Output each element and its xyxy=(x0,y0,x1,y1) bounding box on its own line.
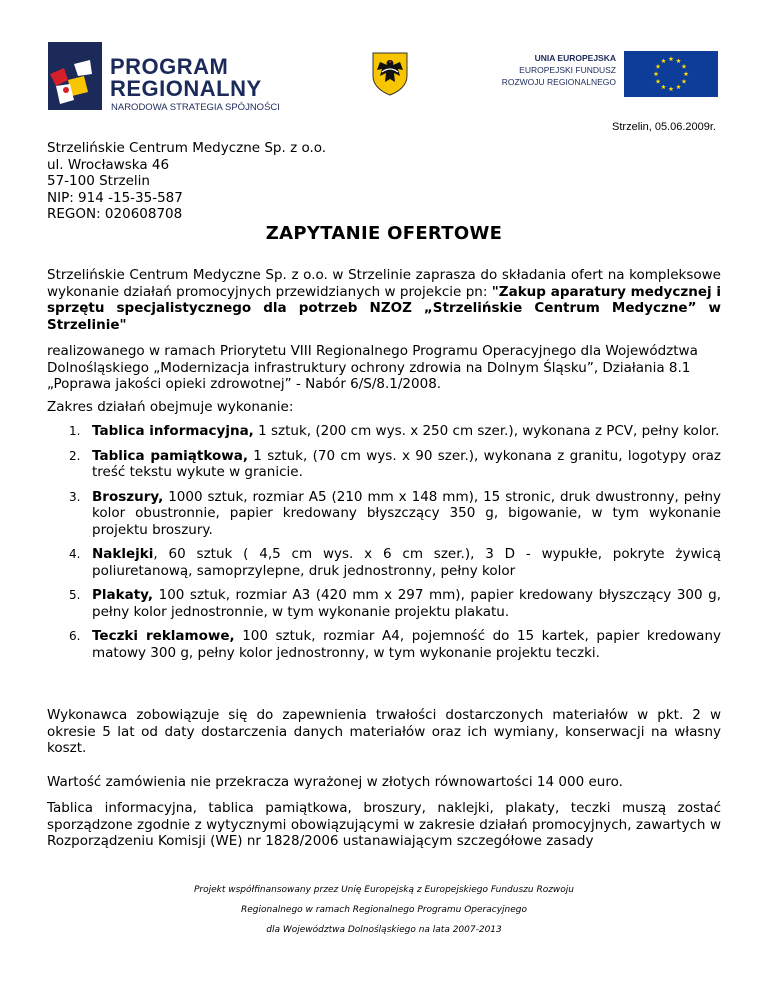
list-item-number: 4. xyxy=(69,547,81,561)
sender-name: Strzelińskie Centrum Medyczne Sp. z o.o. xyxy=(47,140,327,156)
list-item xyxy=(47,546,721,579)
eu-line-2: EUROPEJSKI FUNDUSZ xyxy=(519,65,616,75)
list-item-desc: 100 sztuk, rozmiar A4, pojemność do 15 kartek, papier kredowany matowy 300 g, pełny kolor jednostronny, w tym wykonanie projektu teczki. xyxy=(92,628,721,661)
eu-fund-label xyxy=(498,52,616,88)
list-item xyxy=(47,448,721,481)
list-item-number: 1. xyxy=(69,424,81,438)
list-item-desc: , 60 sztuk ( 4,5 cm wys. x 6 cm szer.), 3 D - wypukłe, pokryte żywicą poliuretanową, samoprzylepne, druk jednostronny, pełny kolor xyxy=(92,546,721,579)
sender-nip: NIP: 914 -15-35-587 xyxy=(47,189,183,206)
footer-line-3: dla Województwa Dolnośląskiego na lata 2007-2013 xyxy=(266,925,502,935)
eagle-crest-icon xyxy=(372,52,408,96)
place-date: Strzelin, 05.06.2009r. xyxy=(612,121,716,133)
list-item-number: 3. xyxy=(69,489,81,504)
footer xyxy=(0,880,768,940)
list-item-name: Tablica informacyjna, xyxy=(92,423,254,439)
sender-address xyxy=(47,140,326,223)
sender-regon: REGON: 020608708 xyxy=(47,206,183,222)
eu-line-1: UNIA EUROPEJSKA xyxy=(534,53,616,63)
list-item-name: Plakaty, xyxy=(92,587,154,603)
logo-line-regionalny: REGIONALNY xyxy=(110,76,262,101)
intro-paragraph xyxy=(47,267,721,333)
realization-paragraph: realizowanego w ramach Priorytetu VIII Regionalnego Programu Operacyjnego dla Województwa Dolnośląskiego „Modernizacja infrastruktury ochrony zdrowia na Dolnym Śląsku”, Działania 8.1 „Poprawa jakości opieki zdrowotnej” - Nabór 6/S/8.1/2008. xyxy=(47,343,698,392)
sender-street: ul. Wrocławska 46 xyxy=(47,156,170,173)
list-item xyxy=(47,587,721,620)
lower-silesia-crest xyxy=(372,52,408,100)
value-paragraph: Wartość zamówienia nie przekracza wyrażonej w złotych równowartości 14 000 euro. xyxy=(47,774,623,790)
durability-paragraph: Wykonawca zobowiązuje się do zapewnienia trwałości dostarczonych materiałów w pkt. 2 w okresie 5 lat od daty dostarczenia danych materiałów oraz ich wymiany, konserwacji na własny koszt. xyxy=(47,707,721,756)
footer-line-2: Regionalnego w ramach Regionalnego Programu Operacyjnego xyxy=(240,905,527,915)
scope-list xyxy=(47,423,721,669)
project-name: "Zakup aparatury medycznej i sprzętu specjalistycznego dla potrzeb NZOZ „Strzelińskie Centrum Medyczne” w Strzelinie" xyxy=(47,283,721,333)
logo-line-program: PROGRAM xyxy=(110,54,229,79)
program-regionalny-emblem-icon xyxy=(44,40,106,112)
sender-city: 57-100 Strzelin xyxy=(47,173,150,189)
list-item-desc: 1 sztuk, (70 cm wys. x 90 szer.), wykonana z granitu, logotypy oraz treść tekstu wykute w granicie. xyxy=(92,447,722,480)
scope-intro: Zakres działań obejmuje wykonanie: xyxy=(47,399,294,415)
intro-text: Strzelińskie Centrum Medyczne Sp. z o.o. w Strzelinie zaprasza do składania ofert na kompleksowe wykonanie działań promocyjnych przewidzianych w projekcie pn: xyxy=(47,267,721,300)
list-item-name: Broszury, xyxy=(92,488,164,505)
eu-flag xyxy=(624,51,718,101)
program-regionalny-logo xyxy=(44,40,314,112)
eu-line-3: ROZWOJU REGIONALNEGO xyxy=(501,77,616,87)
list-item-name: Teczki reklamowe, xyxy=(92,628,235,644)
document-title: ZAPYTANIE OFERTOWE xyxy=(265,223,503,244)
list-item-number: 5. xyxy=(69,588,81,602)
footer-line-1: Projekt współfinansowany przez Unię Europejską z Europejskiego Funduszu Rozwoju xyxy=(193,885,575,895)
list-item-desc: 1000 sztuk, rozmiar A5 (210 mm x 148 mm), 15 stronic, druk dwustronny, pełny kolor obustronnie, papier kredowany błyszczący 350 g, bigowanie, w tym wykonanie projektu broszury. xyxy=(92,488,721,538)
list-item xyxy=(47,489,721,539)
list-item xyxy=(47,628,721,661)
list-item-name: Tablica pamiątkowa, xyxy=(92,447,248,464)
list-item-name: Naklejki xyxy=(92,546,154,562)
logo-line-strategy: NARODOWA STRATEGIA SPÓJNOŚCI xyxy=(111,102,280,113)
guidelines-paragraph: Tablica informacyjna, tablica pamiątkowa, broszury, naklejki, plakaty, teczki muszą zostać sporządzone zgodnie z wytycznymi obowiązującymi w zakresie działań promocyjnych, zawartych w Rozporządzeniu Komisji (WE) nr 1828/2006 ustanawiającym szczegółowe zasady xyxy=(47,800,721,849)
list-item xyxy=(47,423,721,440)
eu-flag-icon xyxy=(624,51,718,97)
list-item-number: 6. xyxy=(69,629,81,643)
list-item-number: 2. xyxy=(69,448,81,463)
list-item-desc: 1 sztuk, (200 cm wys. x 250 cm szer.), wykonana z PCV, pełny kolor. xyxy=(253,423,720,439)
list-item-desc: 100 sztuk, rozmiar A3 (420 mm x 297 mm), papier kredowany błyszczący 300 g, pełny kolor jednostronnie, w tym wykonanie projektu plakatu. xyxy=(92,587,721,620)
